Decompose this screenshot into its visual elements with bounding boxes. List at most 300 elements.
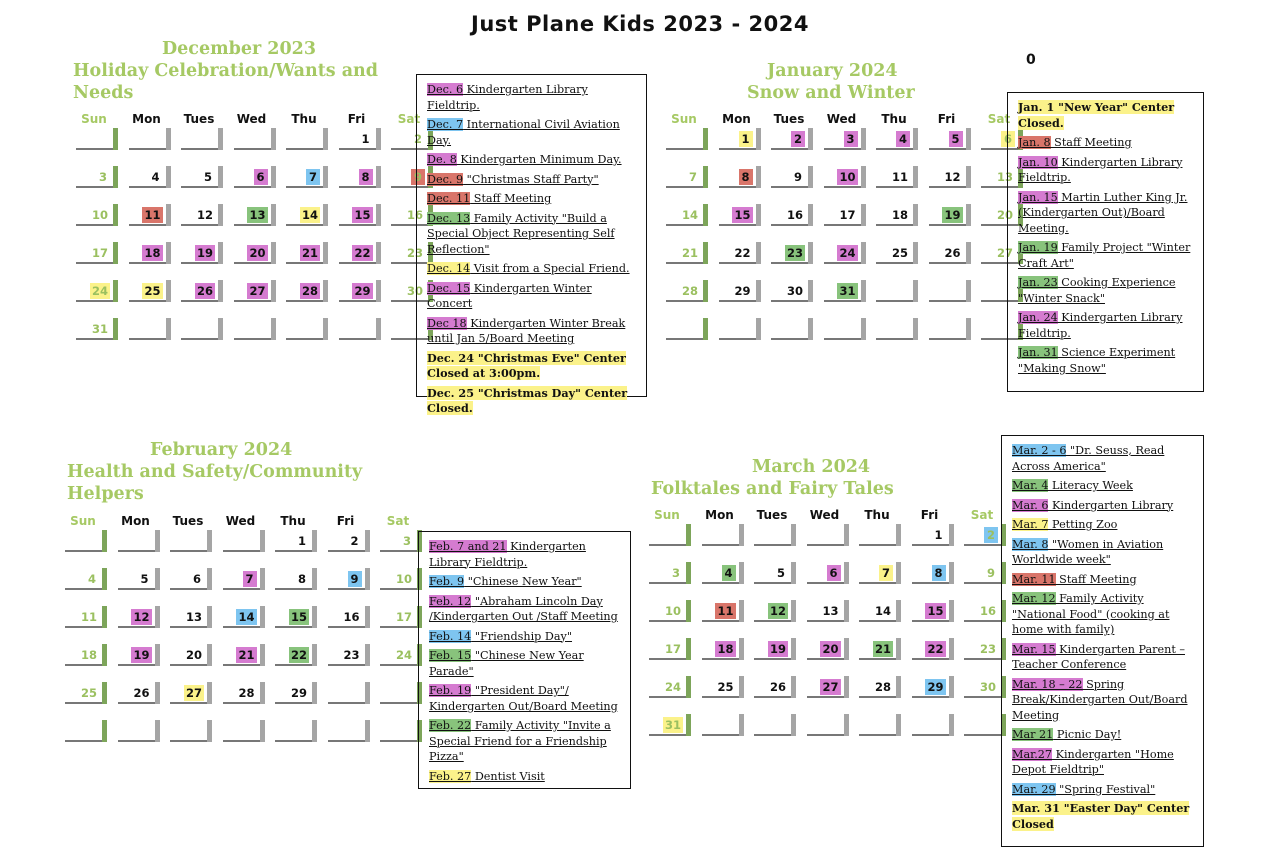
cell-bar — [844, 562, 849, 584]
day-number: 9 — [348, 571, 362, 587]
cell-bar — [896, 524, 901, 546]
cell-line — [380, 550, 422, 552]
day-number: 26 — [944, 246, 961, 260]
calendar-cell — [267, 530, 319, 566]
event-item — [1012, 782, 1193, 798]
event-date: Feb. 7 and 21 — [429, 540, 507, 553]
day-number: 16 — [406, 208, 423, 222]
jan-day-header-wed: Wed — [826, 112, 857, 126]
day-number: 29 — [354, 284, 371, 298]
cell-bar — [312, 530, 317, 552]
cell-bar — [102, 720, 107, 742]
cell-bar — [207, 682, 212, 704]
event-item — [1018, 345, 1193, 376]
cell-bar — [312, 606, 317, 628]
cell-bar — [861, 318, 866, 340]
cell-line — [912, 544, 954, 546]
cell-bar — [113, 318, 118, 340]
cell-line — [118, 588, 160, 590]
calendar-cell — [372, 720, 424, 756]
cell-line — [65, 626, 107, 628]
cell-bar — [739, 676, 744, 698]
day-number: 15 — [290, 610, 307, 624]
event-text: Mar. 31 "Easter Day" Center Closed — [1012, 801, 1190, 831]
cell-line — [118, 550, 160, 552]
calendar-cell — [110, 606, 162, 642]
mar-day-header-tues: Tues — [756, 508, 788, 522]
stray-mark: 0 — [1026, 52, 1036, 68]
calendar-cell — [57, 568, 109, 604]
cell-line — [859, 734, 901, 736]
calendar-cell — [57, 606, 109, 642]
cell-line — [771, 186, 813, 188]
calendar-cell — [57, 530, 109, 566]
cell-line — [771, 338, 813, 340]
event-date: Jan. 15 — [1018, 190, 1058, 204]
cell-line — [754, 544, 796, 546]
cell-line — [649, 544, 691, 546]
cell-line — [807, 734, 849, 736]
cell-bar — [260, 720, 265, 742]
day-number: 25 — [80, 686, 97, 700]
cell-line — [702, 734, 744, 736]
calendar-cell — [331, 128, 383, 164]
calendar-cell — [816, 242, 868, 278]
day-number: 13 — [996, 170, 1013, 184]
event-text: Literacy Week — [1048, 479, 1133, 492]
calendar-cell — [226, 280, 278, 316]
cell-bar — [686, 562, 691, 584]
calendar-cell — [320, 530, 372, 566]
calendar-cell — [711, 204, 763, 240]
event-text: Family Activity "National Food" (cooking at home with family) — [1012, 592, 1170, 636]
day-number: 22 — [927, 642, 944, 656]
calendar-cell — [267, 568, 319, 604]
cell-line — [65, 702, 107, 704]
cell-line — [328, 702, 370, 704]
calendar-cell — [278, 166, 330, 202]
event-text: Staff Meeting — [470, 192, 552, 205]
calendar-cell — [658, 242, 710, 278]
event-text: Visit from a Special Friend. — [470, 262, 630, 275]
calendar-cell — [694, 600, 746, 636]
event-text: Staff Meeting — [1050, 136, 1132, 149]
cell-line — [129, 338, 171, 340]
cell-line — [929, 224, 971, 226]
calendar-cell — [658, 204, 710, 240]
cell-bar — [913, 128, 918, 150]
calendar-cell — [121, 318, 173, 354]
event-item — [429, 648, 620, 679]
cell-bar — [271, 280, 276, 302]
cell-line — [181, 338, 223, 340]
feb-day-header-thu: Thu — [280, 514, 306, 528]
cell-line — [807, 620, 849, 622]
cell-bar — [113, 204, 118, 226]
mar-month-name: March 2024 — [752, 457, 871, 477]
event-text: "Women in Aviation Worldwide week" — [1012, 537, 1164, 566]
event-text: Dec. 24 "Christmas Eve" Center Closed at 3:00pm. — [427, 350, 626, 380]
day-number: 13 — [185, 610, 202, 624]
cell-bar — [323, 204, 328, 226]
cell-line — [754, 582, 796, 584]
cell-line — [876, 224, 918, 226]
calendar-cell — [267, 720, 319, 756]
calendar-cell — [372, 682, 424, 718]
cell-line — [170, 626, 212, 628]
cell-bar — [739, 524, 744, 546]
cell-line — [328, 626, 370, 628]
event-text: Kindergarten Library — [1048, 498, 1174, 512]
calendar-cell — [173, 128, 225, 164]
cell-line — [876, 300, 918, 302]
cell-line — [876, 338, 918, 340]
calendar-cell — [110, 568, 162, 604]
feb-day-header-tues: Tues — [172, 514, 204, 528]
event-text: Family Activity "Build a Special Object Representing Self Reflection" — [427, 211, 615, 256]
cell-line — [65, 740, 107, 742]
day-number: 19 — [196, 246, 213, 260]
event-item — [1012, 498, 1193, 514]
day-number: 8 — [932, 565, 946, 581]
calendar-cell — [763, 128, 815, 164]
day-number: 9 — [411, 169, 425, 185]
event-date: Feb. 15 — [429, 649, 472, 662]
day-number: 31 — [91, 322, 108, 336]
cell-line — [234, 300, 276, 302]
calendar-cell — [278, 204, 330, 240]
day-number: 15 — [734, 208, 751, 222]
calendar-cell — [278, 280, 330, 316]
cell-bar — [376, 318, 381, 340]
day-number: 28 — [301, 284, 318, 298]
calendar-cell — [215, 606, 267, 642]
cell-line — [76, 186, 118, 188]
feb-events-box — [418, 531, 631, 789]
day-number: 6 — [1001, 131, 1015, 147]
day-number: 28 — [238, 686, 255, 700]
day-number: 7 — [879, 565, 893, 581]
cell-line — [719, 300, 761, 302]
calendar-cell — [162, 568, 214, 604]
mar-day-header-sat: Sat — [970, 508, 994, 522]
cell-line — [719, 224, 761, 226]
cell-bar — [756, 318, 761, 340]
event-item — [1012, 478, 1193, 494]
event-item — [427, 261, 636, 277]
day-number: 12 — [769, 604, 786, 618]
event-date: Dec 18 — [427, 316, 467, 330]
cell-bar — [271, 166, 276, 188]
cell-line — [223, 550, 265, 552]
calendar-cell — [851, 638, 903, 674]
event-item — [429, 539, 620, 570]
day-number: 17 — [395, 610, 412, 624]
event-date: Dec. 14 — [427, 262, 471, 275]
cell-line — [719, 148, 761, 150]
calendar-cell — [851, 524, 903, 560]
day-number: 25 — [144, 284, 161, 298]
cell-bar — [949, 562, 954, 584]
cell-line — [76, 148, 118, 150]
calendar-cell — [921, 280, 973, 316]
event-date: Feb. 12 — [429, 594, 472, 608]
cell-line — [118, 626, 160, 628]
day-number: 4 — [722, 565, 736, 581]
mar-day-header-sun: Sun — [654, 508, 680, 522]
cell-bar — [166, 280, 171, 302]
event-text: "Dr. Seuss, Read Across America" — [1012, 444, 1165, 473]
cell-bar — [365, 682, 370, 704]
event-item — [1012, 517, 1193, 533]
cell-bar — [861, 242, 866, 264]
calendar-cell — [868, 280, 920, 316]
cell-line — [118, 702, 160, 704]
cell-bar — [756, 128, 761, 150]
calendar-cell — [162, 530, 214, 566]
cell-bar — [155, 682, 160, 704]
cell-bar — [703, 166, 708, 188]
calendar-cell — [851, 562, 903, 598]
day-number: 27 — [185, 686, 202, 700]
cell-bar — [739, 562, 744, 584]
cell-line — [876, 262, 918, 264]
day-number: 24 — [664, 680, 681, 694]
event-date: Dec. 13 — [427, 211, 471, 225]
dec-day-header-fri: Fri — [347, 112, 366, 126]
cell-bar — [686, 600, 691, 622]
event-item — [427, 152, 636, 168]
calendar-cell — [320, 568, 372, 604]
calendar-cell — [68, 166, 120, 202]
event-item — [1018, 190, 1193, 237]
cell-line — [286, 224, 328, 226]
cell-line — [824, 224, 866, 226]
cell-bar — [896, 638, 901, 660]
calendar-cell — [68, 318, 120, 354]
day-number: 10 — [395, 572, 412, 586]
cell-bar — [312, 644, 317, 666]
cell-line — [702, 696, 744, 698]
cell-line — [275, 588, 317, 590]
calendar-cell — [658, 128, 710, 164]
calendar-cell — [267, 606, 319, 642]
day-number: 20 — [822, 642, 839, 656]
calendar-cell — [110, 644, 162, 680]
event-item — [427, 316, 636, 347]
cell-line — [912, 582, 954, 584]
mar-day-header-thu: Thu — [864, 508, 890, 522]
day-number: 9 — [986, 566, 995, 580]
cell-line — [328, 740, 370, 742]
cell-line — [286, 300, 328, 302]
cell-line — [824, 338, 866, 340]
cell-bar — [966, 318, 971, 340]
calendar-cell — [173, 166, 225, 202]
event-text: Jan. 1 "New Year" Center Closed. — [1018, 100, 1175, 130]
cell-line — [807, 658, 849, 660]
cell-line — [666, 224, 708, 226]
cell-line — [649, 658, 691, 660]
mar-day-header-wed: Wed — [809, 508, 840, 522]
event-date: Jan. 31 — [1018, 346, 1058, 359]
cell-bar — [113, 128, 118, 150]
event-item — [1018, 155, 1193, 186]
calendar-cell — [173, 204, 225, 240]
day-number: 11 — [891, 170, 908, 184]
day-number: 25 — [717, 680, 734, 694]
cell-bar — [949, 524, 954, 546]
day-number: 10 — [839, 170, 856, 184]
event-text: Kindergarten "Home Depot Fieldtrip" — [1012, 747, 1174, 776]
day-number: 27 — [822, 680, 839, 694]
event-item — [1018, 135, 1193, 151]
event-item — [429, 769, 620, 785]
calendar-cell — [226, 242, 278, 278]
event-text: "Chinese New Year Parade" — [429, 649, 584, 678]
cell-bar — [312, 568, 317, 590]
jan-events-box — [1007, 92, 1204, 392]
cell-line — [181, 148, 223, 150]
feb-theme: Health and Safety/Community Helpers — [67, 462, 363, 504]
calendar-cell — [816, 128, 868, 164]
cell-bar — [808, 204, 813, 226]
event-item — [429, 629, 620, 645]
cell-bar — [155, 720, 160, 742]
cell-line — [380, 588, 422, 590]
event-text: Picnic Day! — [1053, 728, 1122, 741]
cell-line — [65, 588, 107, 590]
cell-line — [339, 338, 381, 340]
cell-bar — [703, 318, 708, 340]
cell-bar — [260, 606, 265, 628]
day-number: 26 — [133, 686, 150, 700]
cell-bar — [791, 714, 796, 736]
cell-line — [964, 696, 1006, 698]
day-number: 8 — [297, 572, 306, 586]
day-number: 3 — [671, 566, 680, 580]
cell-line — [328, 550, 370, 552]
day-number: 11 — [144, 208, 161, 222]
jan-day-header-tues: Tues — [773, 112, 805, 126]
day-number: 21 — [681, 246, 698, 260]
cell-bar — [861, 280, 866, 302]
day-number: 24 — [91, 284, 108, 298]
event-text: "Christmas Staff Party" — [463, 172, 599, 186]
event-item — [429, 683, 620, 714]
day-number: 14 — [301, 208, 318, 222]
day-number: 16 — [979, 604, 996, 618]
feb-day-header-wed: Wed — [225, 514, 256, 528]
cell-line — [929, 262, 971, 264]
cell-line — [275, 626, 317, 628]
calendar-cell — [173, 280, 225, 316]
day-number: 2 — [413, 132, 422, 146]
cell-bar — [102, 644, 107, 666]
calendar-cell — [816, 166, 868, 202]
cell-bar — [376, 280, 381, 302]
cell-bar — [113, 280, 118, 302]
calendar-cell — [658, 166, 710, 202]
cell-bar — [376, 128, 381, 150]
cell-bar — [844, 638, 849, 660]
calendar-cell — [641, 600, 693, 636]
cell-line — [118, 740, 160, 742]
event-text: Petting Zoo — [1048, 518, 1118, 531]
calendar-cell — [162, 644, 214, 680]
day-number: 24 — [839, 246, 856, 260]
cell-bar — [808, 166, 813, 188]
event-text: Family Activity "Invite a Special Friend for a Friendship Pizza" — [429, 719, 611, 763]
cell-bar — [312, 682, 317, 704]
day-number: 2 — [791, 131, 805, 147]
calendar-cell — [372, 568, 424, 604]
cell-line — [76, 262, 118, 264]
cell-bar — [113, 242, 118, 264]
cell-bar — [207, 720, 212, 742]
cell-line — [719, 186, 761, 188]
calendar-cell — [868, 204, 920, 240]
day-number: 29 — [734, 284, 751, 298]
cell-bar — [218, 204, 223, 226]
day-number: 3 — [844, 131, 858, 147]
day-number: 11 — [80, 610, 97, 624]
cell-line — [649, 696, 691, 698]
day-number: 6 — [254, 169, 268, 185]
calendar-cell — [904, 562, 956, 598]
day-number: 27 — [996, 246, 1013, 260]
cell-line — [129, 186, 171, 188]
event-date: Jan. 10 — [1018, 155, 1058, 169]
day-number: 16 — [786, 208, 803, 222]
cell-line — [380, 740, 422, 742]
event-date: Dec. 6 — [427, 83, 464, 96]
day-number: 29 — [927, 680, 944, 694]
cell-bar — [155, 606, 160, 628]
cell-bar — [791, 638, 796, 660]
calendar-cell — [68, 204, 120, 240]
calendar-cell — [868, 318, 920, 354]
calendar-cell — [868, 128, 920, 164]
day-number: 17 — [91, 246, 108, 260]
cell-line — [754, 734, 796, 736]
event-text: "Spring Festival" — [1055, 782, 1156, 796]
day-number: 1 — [739, 131, 753, 147]
cell-line — [876, 186, 918, 188]
jan-day-header-mon: Mon — [722, 112, 751, 126]
calendar-cell — [816, 280, 868, 316]
event-date: Feb. 9 — [429, 575, 465, 588]
calendar-cell — [57, 644, 109, 680]
cell-line — [181, 186, 223, 188]
calendar-cell — [267, 644, 319, 680]
cell-line — [771, 224, 813, 226]
calendar-cell — [278, 128, 330, 164]
event-date: Mar. 29 — [1012, 782, 1056, 796]
cell-bar — [861, 204, 866, 226]
calendar-cell — [215, 682, 267, 718]
cell-bar — [323, 318, 328, 340]
cell-line — [649, 582, 691, 584]
cell-line — [649, 620, 691, 622]
event-date: De. 8 — [427, 153, 457, 166]
event-text: Kindergarten Parent – Teacher Conference — [1012, 642, 1185, 671]
cell-bar — [207, 568, 212, 590]
cell-bar — [808, 242, 813, 264]
cell-line — [129, 262, 171, 264]
day-number: 4 — [87, 572, 96, 586]
cell-bar — [260, 682, 265, 704]
